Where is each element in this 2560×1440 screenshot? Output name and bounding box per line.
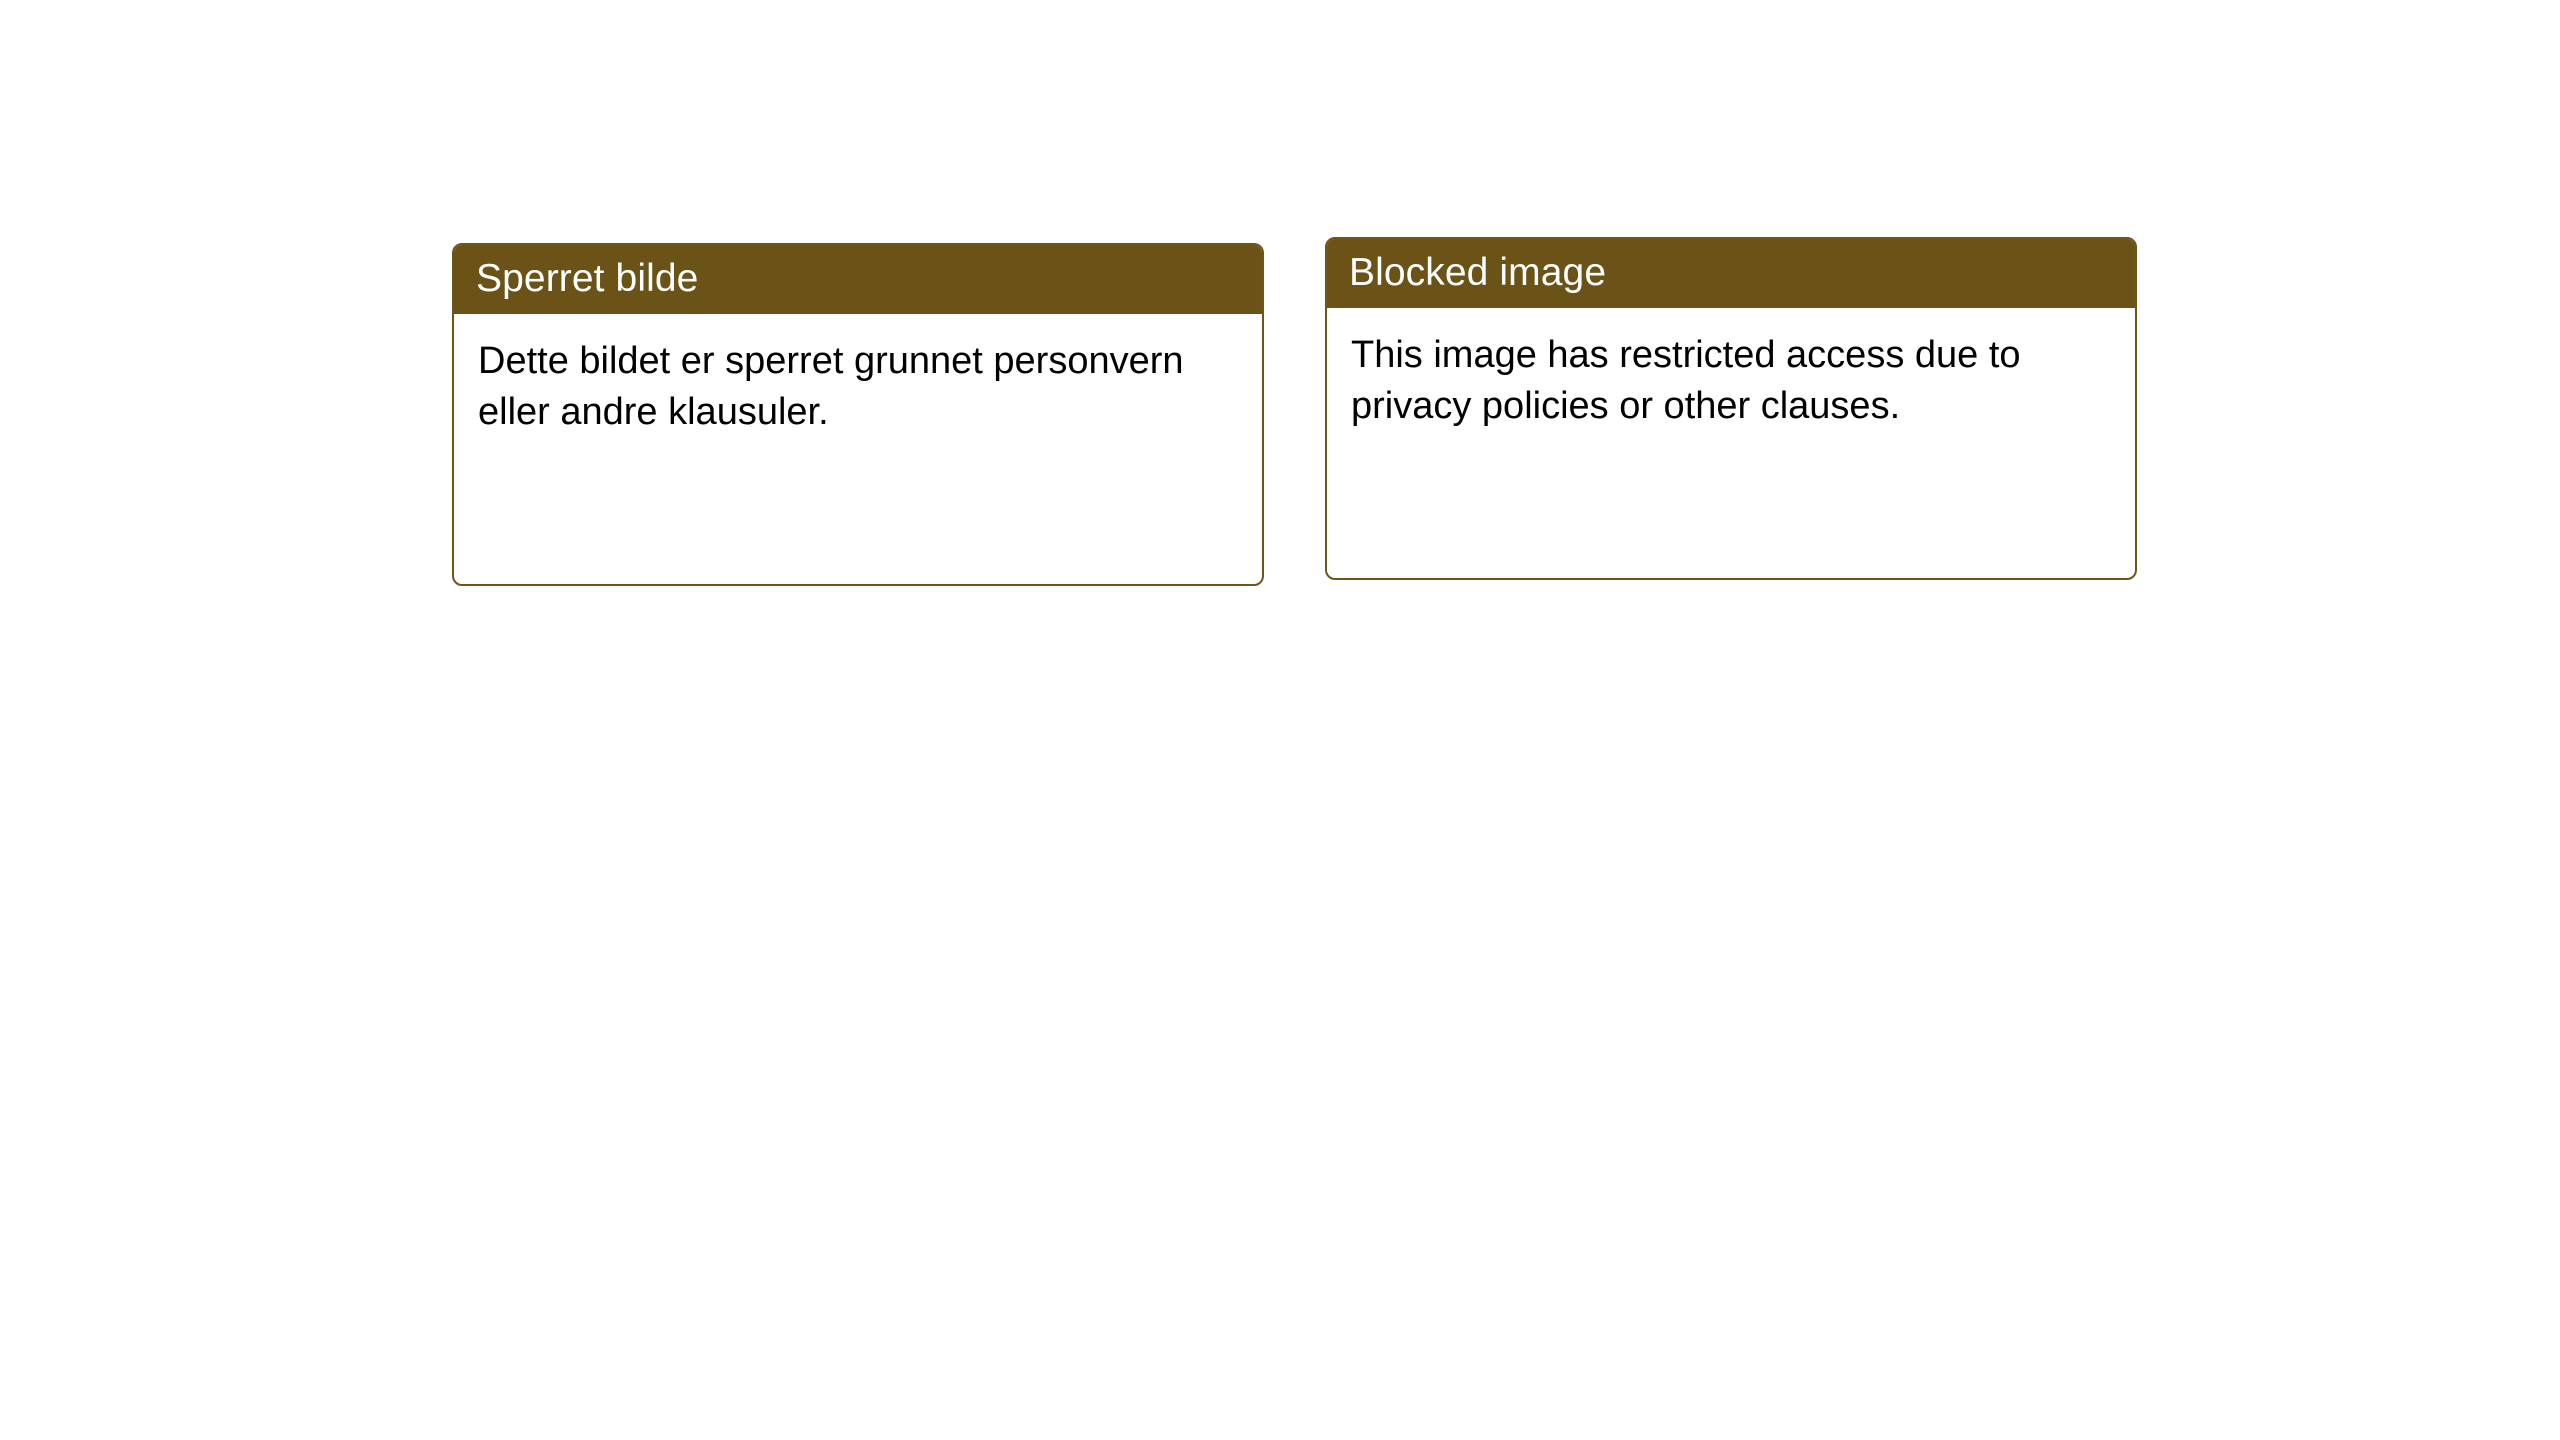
blocked-image-notice-card-english (1325, 237, 2137, 580)
blocked-image-notice-body-norwegian (454, 314, 1262, 457)
blocked-image-notice-title-english: Blocked image (1327, 239, 2135, 308)
blocked-image-notice-body-english (1327, 308, 2135, 451)
blocked-image-notice-message-english: This image has restricted access due to privacy policies or other clauses. (1351, 334, 2021, 427)
blocked-image-notice-card-norwegian (452, 243, 1264, 586)
blocked-image-notice-message-norwegian: Dette bildet er sperret grunnet personvern eller andre klausuler. (478, 340, 1184, 433)
blocked-image-notice-title-norwegian: Sperret bilde (454, 245, 1262, 314)
